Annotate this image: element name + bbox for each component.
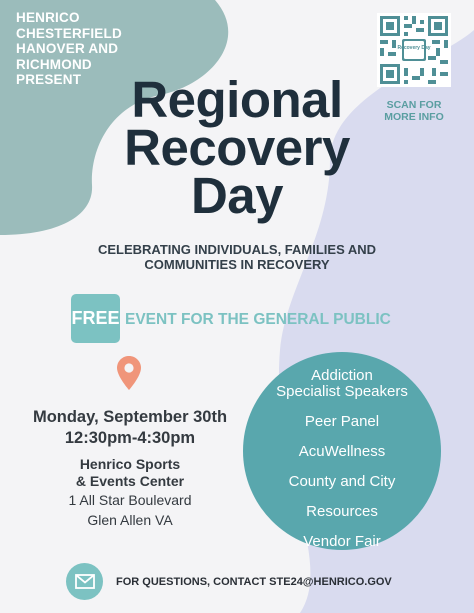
feature-item: Peer Panel	[304, 413, 380, 430]
feature-item: Specialist Speakers	[276, 383, 408, 400]
presenter-line: RICHMOND	[16, 56, 92, 72]
venue-line: Henrico Sports	[79, 456, 181, 472]
free-badge: FREE	[71, 294, 120, 343]
location-pin-icon	[117, 356, 141, 390]
feature-item: AcuWellness	[298, 443, 386, 460]
feature-item: Resources	[306, 503, 378, 520]
free-event-text: EVENT FOR THE GENERAL PUBLIC	[125, 311, 391, 328]
mail-icon[interactable]	[66, 563, 103, 600]
presenter-line: CHESTERFIELD	[16, 25, 122, 41]
qr-inner-label: Recovery Day	[397, 45, 431, 51]
scan-line: SCAN FOR	[386, 99, 442, 111]
presenter-line: PRESENT	[16, 72, 82, 87]
event-time: 12:30pm-4:30pm	[64, 429, 196, 447]
feature-item: County and City	[288, 473, 396, 490]
feature-item: Addiction	[311, 367, 373, 384]
subtitle-line: COMMUNITIES IN RECOVERY	[144, 256, 330, 272]
title-line: Regional	[131, 71, 343, 128]
feature-item: Vendor Fair	[303, 533, 381, 550]
venue-line: & Events Center	[75, 473, 185, 489]
scan-line: MORE INFO	[384, 110, 444, 123]
address-line: 1 All Star Boulevard	[68, 492, 192, 508]
event-title	[0, 71, 474, 224]
event-subtitle	[0, 243, 474, 272]
title-line: Day	[190, 167, 284, 224]
contact-info[interactable]: FOR QUESTIONS, CONTACT STE24@HENRICO.GOV	[116, 576, 392, 588]
event-details	[0, 407, 260, 530]
features-list	[243, 368, 441, 550]
presenter-line: HANOVER AND	[16, 41, 119, 56]
title-line: Recovery	[124, 119, 350, 176]
subtitle-line: CELEBRATING INDIVIDUALS, FAMILIES AND	[97, 242, 377, 257]
presenter-line: HENRICO	[16, 10, 80, 25]
address-line: Glen Allen VA	[87, 512, 173, 528]
envelope-glyph	[75, 574, 95, 589]
event-date: Monday, September 30th	[32, 408, 228, 426]
